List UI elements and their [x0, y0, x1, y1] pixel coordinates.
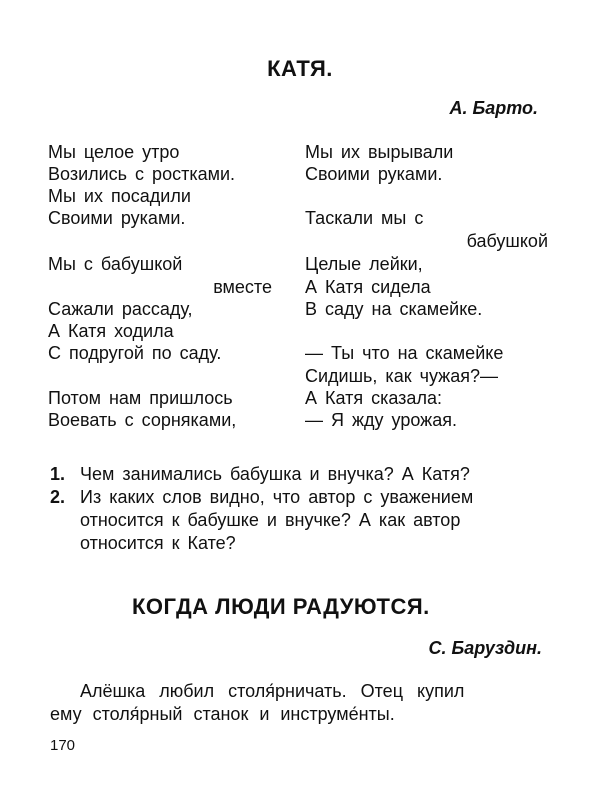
story-title: КОГДА ЛЮДИ РАДУЮТСЯ. — [132, 594, 430, 619]
question-text: относится к бабушке и внучке? А как автор — [80, 510, 461, 530]
story-author: С. Баруздин. — [428, 638, 542, 658]
question-text: относится к Кате? — [80, 533, 236, 553]
poem-line: Сидишь, как чужая?— — [305, 366, 498, 386]
poem-line: Мы их посадили — [48, 186, 191, 206]
poem-line: А Катя сказала: — [305, 388, 442, 408]
paragraph-line: ему столя́рный станок и инструме́нты. — [50, 704, 395, 724]
poem-line: бабушкой — [466, 231, 548, 251]
question-number: 2. — [50, 487, 66, 507]
poem-line: Воевать с сорняками, — [48, 410, 237, 430]
poem-line: Сажали рассаду, — [48, 299, 193, 319]
question-text: Чем занимались бабушка и внучка? А Катя? — [80, 464, 470, 484]
poem-line: Своими руками. — [48, 208, 186, 228]
poem-line: Потом нам пришлось — [48, 388, 233, 408]
poem-line: С подругой по саду. — [48, 343, 222, 363]
poem-line: Целые лейки, — [305, 254, 423, 274]
poem-line: вместе — [213, 277, 272, 297]
question-number: 1. — [50, 464, 66, 484]
poem-line: Своими руками. — [305, 164, 443, 184]
poem-author: А. Барто. — [449, 98, 538, 118]
paragraph-line: Алёшка любил столя́рничать. Отец купил — [80, 681, 465, 701]
poem-line: Таскали мы с — [305, 208, 424, 228]
poem-line: А Катя ходила — [48, 321, 174, 341]
poem-line: Возились с ростками. — [48, 164, 236, 184]
poem-line: В саду на скамейке. — [305, 299, 483, 319]
question-text: Из каких слов видно, что автор с уважением — [80, 487, 474, 507]
poem-line: Мы с бабушкой — [48, 254, 183, 274]
poem-title: КАТЯ. — [267, 56, 333, 81]
poem-line: Мы целое утро — [48, 142, 180, 162]
poem-line: — Я жду урожая. — [305, 410, 457, 430]
poem-line: Мы их вырывали — [305, 142, 454, 162]
page-number: 170 — [50, 737, 76, 754]
poem-line: А Катя сидела — [305, 277, 431, 297]
poem-line: — Ты что на скамейке — [305, 343, 504, 363]
